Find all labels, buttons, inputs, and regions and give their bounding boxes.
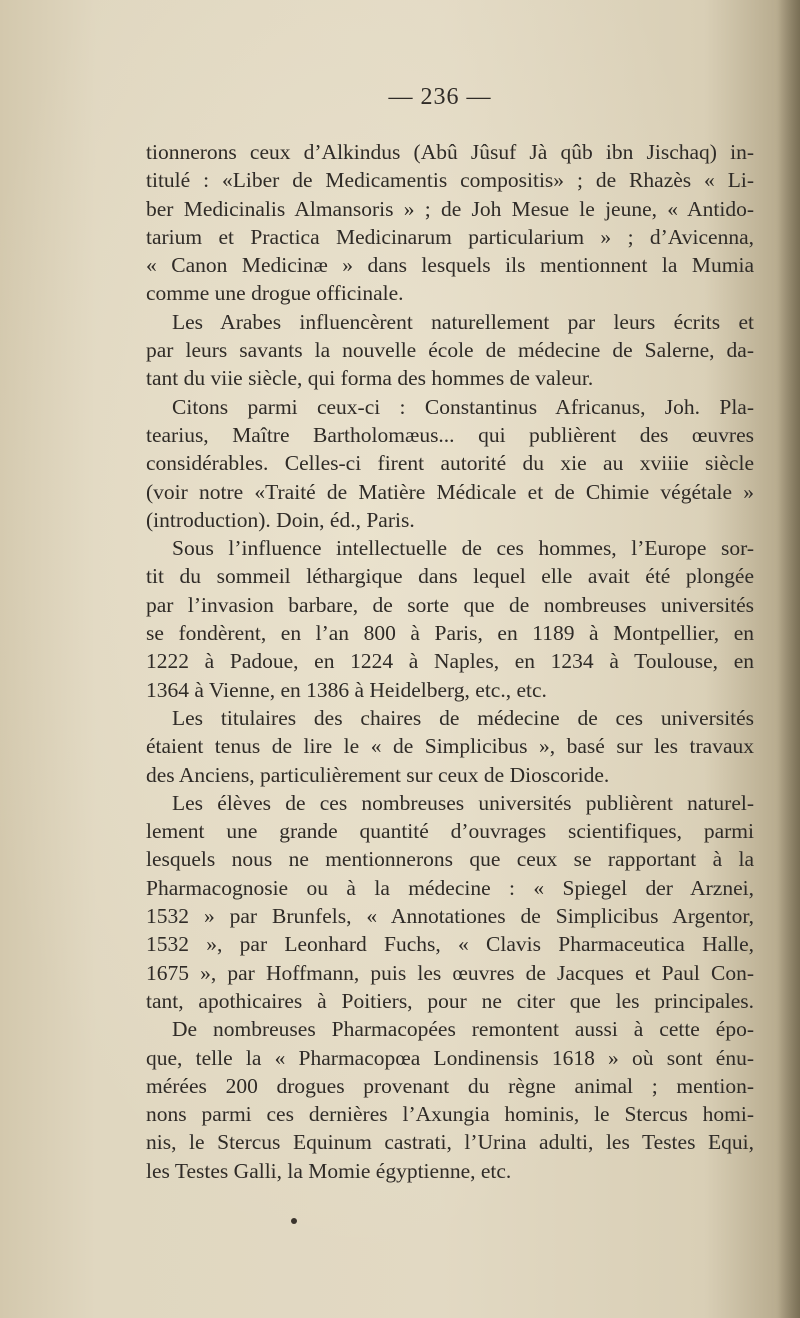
text-line: par leurs savants la nouvelle école de médecine de Salerne, da- [146, 338, 754, 363]
text-line: tionnerons ceux d’Alkindus (Abû Jûsuf Jà qûb ibn Jischaq) in- [146, 140, 754, 164]
text-line: (introduction). Doin, éd., Paris. [146, 507, 415, 532]
text-line: Les Arabes influencèrent naturellement par leurs écrits et [172, 309, 754, 334]
text-line: étaient tenus de lire le « de Simplicibus », basé sur les travaux [146, 734, 754, 759]
text-line: De nombreuses Pharmacopées remontent aussi à cette épo- [172, 1017, 754, 1042]
text-line: tearius, Maître Bartholomæus... qui publièrent des œuvres [146, 422, 754, 447]
text-line: des Anciens, particulièrement sur ceux de Dioscoride. [146, 762, 610, 787]
text-line: comme une drogue officinale. [146, 281, 404, 306]
text-line: tant du viie siècle, qui forma des hommes de valeur. [146, 366, 594, 391]
text-line: se fondèrent, en l’an 800 à Paris, en 1189 à Montpellier, en [146, 621, 754, 646]
text-line: « Canon Medicinæ » dans lesquels ils mentionnent la Mumia [146, 253, 754, 278]
text-line: Sous l’influence intellectuelle de ces hommes, l’Europe sor- [172, 536, 754, 561]
text-line: tarium et Practica Medicinarum particularium » ; d’Avicenna, [146, 224, 754, 249]
body-text [146, 138, 754, 1185]
text-line: nons parmi ces dernières l’Axungia hominis, le Stercus homi- [146, 1102, 754, 1127]
page-number: — 236 — [388, 84, 492, 110]
text-line: 1532 », par Leonhard Fuchs, « Clavis Pharmaceutica Halle, [146, 932, 754, 957]
text-line: 1532 » par Brunfels, « Annotationes de Simplicibus Argentor, [146, 904, 754, 929]
text-line: lesquels nous ne mentionnerons que ceux se rapportant à la [146, 847, 754, 872]
text-line: nis, le Stercus Equinum castrati, l’Urina adulti, les Testes Equi, [146, 1130, 754, 1155]
text-line: Les élèves de ces nombreuses universités publièrent naturel- [172, 790, 754, 815]
text-line: mérées 200 drogues provenant du règne animal ; mention- [146, 1073, 754, 1098]
text-line: Pharmacognosie ou à la médecine : « Spiegel der Arznei, [146, 875, 754, 900]
printer-dot [291, 1218, 297, 1224]
text-line: titulé : «Liber de Medicamentis compositis» ; de Rhazès « Li- [146, 168, 754, 193]
text-line: tit du sommeil léthargique dans lequel elle avait été plongée [146, 564, 754, 589]
text-line: 1222 à Padoue, en 1224 à Naples, en 1234 à Toulouse, en [146, 649, 754, 674]
text-line: lement une grande quantité d’ouvrages scientifiques, parmi [146, 819, 754, 844]
text-line: (voir notre «Traité de Matière Médicale et de Chimie végétale » [146, 479, 754, 504]
text-line: 1675 », par Hoffmann, puis les œuvres de Jacques et Paul Con- [146, 960, 754, 985]
text-line: ber Medicinalis Almansoris » ; de Joh Mesue le jeune, « Antido- [146, 196, 754, 221]
text-line: Les titulaires des chaires de médecine de ces universités [172, 705, 754, 730]
page-edge-shadow [778, 0, 800, 1318]
text-line: par l’invasion barbare, de sorte que de nombreuses universités [146, 592, 754, 617]
text-line: Citons parmi ceux-ci : Constantinus Africanus, Joh. Pla- [172, 394, 754, 419]
text-line: que, telle la « Pharmacopœa Londinensis 1618 » où sont énu- [146, 1045, 754, 1070]
text-line: tant, apothicaires à Poitiers, pour ne citer que les principales. [146, 988, 754, 1013]
text-line: les Testes Galli, la Momie égyptienne, etc. [146, 1158, 512, 1183]
text-line: 1364 à Vienne, en 1386 à Heidelberg, etc., etc. [146, 677, 547, 702]
text-line: considérables. Celles-ci firent autorité du xie au xviiie siècle [146, 451, 754, 476]
